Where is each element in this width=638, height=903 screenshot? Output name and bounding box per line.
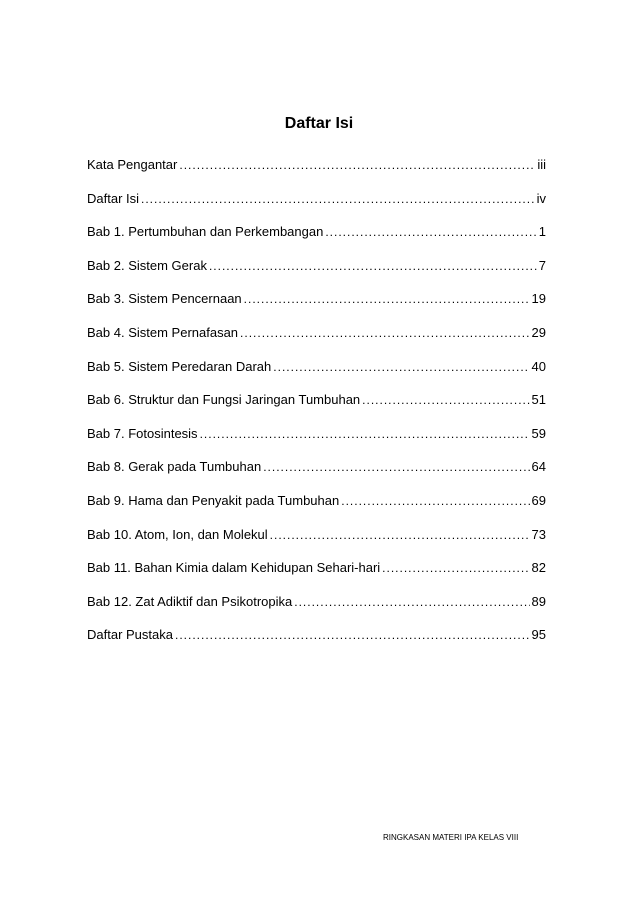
toc-entry-label: Bab 11. Bahan Kimia dalam Kehidupan Sehari-hari: [87, 560, 381, 576]
toc-entry-page: 7: [538, 257, 546, 273]
page-footer: RINGKASAN MATERI IPA KELAS VIII: [383, 833, 519, 842]
toc-leader-dots: [200, 425, 530, 443]
toc-entry-label: Bab 2. Sistem Gerak: [87, 257, 207, 273]
toc-leader-dots: [341, 492, 529, 510]
toc-entry-page: 59: [531, 425, 546, 441]
toc-entry-label: Bab 12. Zat Adiktif dan Psikotropika: [87, 593, 293, 609]
toc-leader-dots: [362, 391, 529, 409]
toc-entry: [87, 458, 546, 492]
toc-entry: [87, 190, 546, 224]
toc-entry-page: 69: [531, 492, 546, 508]
toc-entry-page: 73: [531, 526, 546, 542]
toc-entry: [87, 156, 546, 190]
toc-entry-label: Bab 3. Sistem Pencernaan: [87, 291, 242, 307]
toc-entry: [87, 559, 546, 593]
table-of-contents: [87, 156, 546, 660]
toc-entry-label: Bab 9. Hama dan Penyakit pada Tumbuhan: [87, 492, 340, 508]
toc-entry-page: 19: [531, 291, 546, 307]
toc-entry-label: Bab 10. Atom, Ion, dan Molekul: [87, 526, 268, 542]
toc-entry: [87, 257, 546, 291]
toc-leader-dots: [294, 593, 529, 611]
toc-leader-dots: [141, 190, 535, 208]
toc-entry-page: 40: [531, 358, 546, 374]
toc-entry: [87, 324, 546, 358]
toc-leader-dots: [240, 324, 530, 342]
page-title: Daftar Isi: [284, 115, 354, 132]
toc-entry: [87, 391, 546, 425]
toc-entry: [87, 626, 546, 660]
toc-entry-page: 82: [531, 560, 546, 576]
toc-entry: [87, 492, 546, 526]
toc-entry-label: Bab 5. Sistem Peredaran Darah: [87, 358, 272, 374]
toc-leader-dots: [273, 358, 529, 376]
toc-entry-label: Bab 7. Fotosintesis: [87, 425, 198, 441]
toc-leader-dots: [382, 559, 529, 577]
toc-leader-dots: [244, 290, 530, 308]
toc-entry-page: 64: [531, 459, 546, 475]
toc-entry-label: Bab 1. Pertumbuhan dan Perkembangan: [87, 224, 324, 240]
toc-leader-dots: [209, 257, 537, 275]
toc-entry-label: Bab 4. Sistem Pernafasan: [87, 324, 239, 340]
toc-entry-page: 95: [531, 627, 546, 643]
toc-entry-page: 1: [538, 224, 546, 240]
toc-entry-page: 29: [531, 324, 546, 340]
toc-entry-label: Daftar Isi: [87, 190, 140, 206]
toc-entry: [87, 290, 546, 324]
toc-leader-dots: [175, 626, 530, 644]
toc-entry-label: Bab 8. Gerak pada Tumbuhan: [87, 459, 262, 475]
toc-leader-dots: [325, 223, 536, 241]
toc-leader-dots: [270, 526, 530, 544]
toc-entry: [87, 593, 546, 627]
toc-entry-page: iv: [536, 190, 546, 206]
toc-entry-page: iii: [537, 157, 546, 172]
toc-entry-page: 51: [531, 392, 546, 408]
toc-entry-label: Daftar Pustaka: [87, 627, 173, 643]
toc-entry: [87, 526, 546, 560]
toc-entry-label: Kata Pengantar: [87, 157, 178, 172]
toc-leader-dots: [263, 458, 529, 476]
toc-entry: [87, 223, 546, 257]
toc-entry: [87, 358, 546, 392]
toc-leader-dots: [179, 156, 535, 174]
toc-entry: [87, 425, 546, 459]
toc-entry-label: Bab 6. Struktur dan Fungsi Jaringan Tumbuhan: [87, 392, 361, 408]
toc-entry-page: 89: [531, 593, 546, 609]
